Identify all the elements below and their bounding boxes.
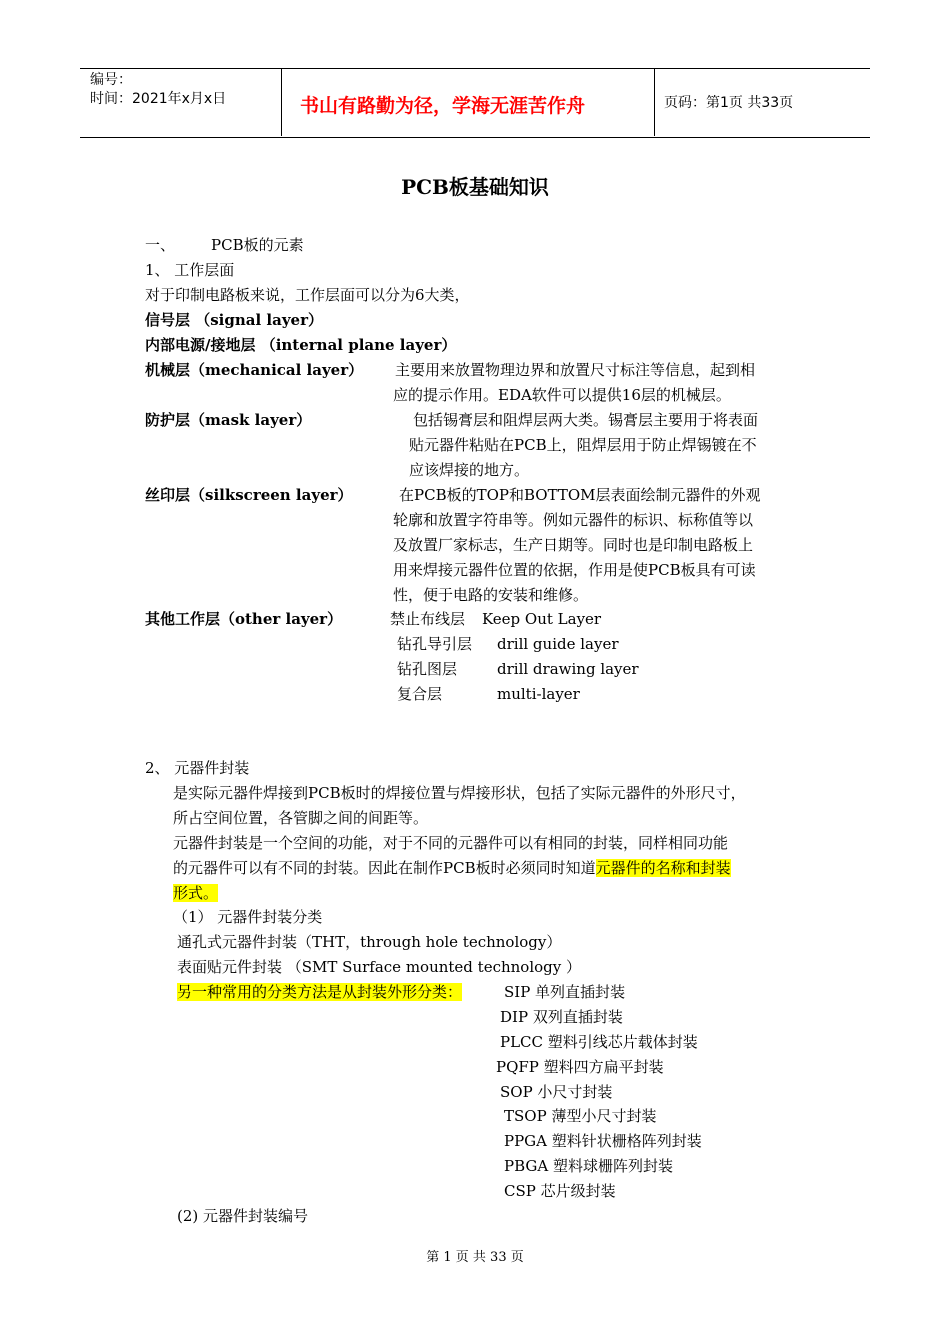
paragraph-line	[173, 881, 218, 906]
layer-name: 防护层（mask layer）	[145, 411, 312, 429]
paragraph-text: 的元器件可以有不同的封装。因此在制作PCB板时必须同时知道	[173, 859, 596, 877]
highlighted-text: 元器件的名称和封装	[595, 859, 731, 877]
header-motto: 书山有路勤为径，学海无涯苦作舟	[300, 95, 586, 117]
layer-name: 其他工作层（other layer）	[145, 610, 343, 628]
paragraph-line: 是实际元器件焊接到PCB板时的焊接位置与焊接形状，包括了实际元器件的外形尺寸，	[173, 784, 746, 802]
header-time-label: 时间：2021年x月x日	[90, 91, 227, 107]
page-footer: 第 1 页 共 33 页	[426, 1250, 524, 1265]
section1-heading-num: 一、	[145, 236, 176, 254]
section2-heading: 2、 元器件封装	[145, 759, 250, 777]
package-item: PBGA 塑料球栅阵列封装	[504, 1157, 673, 1175]
paragraph-line: 元器件封装是一个空间的功能，对于不同的元器件可以有相同的封装，同样相同功能	[173, 834, 729, 852]
layer-name: 内部电源/接地层 （internal plane layer）	[145, 336, 457, 354]
package-item: TSOP 薄型小尺寸封装	[504, 1107, 657, 1125]
package-item: PLCC 塑料引线芯片载体封装	[500, 1033, 698, 1051]
package-item: CSP 芯片级封装	[504, 1182, 616, 1200]
section1-intro: 对于印制电路板来说，工作层面可以分为6大类，	[145, 286, 470, 304]
package-type-smt: 表面贴元件封装 （SMT Surface mounted technology ）	[177, 958, 582, 976]
package-item: SOP 小尺寸封装	[500, 1083, 613, 1101]
highlighted-text: 另一种常用的分类方法是从封装外形分类：	[177, 983, 463, 1001]
package-item: SIP 单列直插封装	[504, 983, 626, 1001]
layer-desc: 用来焊接元器件位置的依据，作用是使PCB板具有可读	[393, 561, 756, 579]
layer-name: 机械层（mechanical layer）	[145, 361, 364, 379]
section1-sub1: 1、 工作层面	[145, 261, 235, 279]
layer-desc: 在PCB板的TOP和BOTTOM层表面绘制元器件的外观	[399, 486, 761, 504]
other-layer-cn: 钻孔导引层	[397, 635, 473, 653]
layer-name: 信号层 （signal layer）	[145, 311, 323, 329]
layer-desc: 及放置厂家标志，生产日期等。同时也是印制电路板上	[393, 536, 754, 554]
layer-name: 丝印层（silkscreen layer）	[145, 486, 353, 504]
package-item: PQFP 塑料四方扁平封装	[496, 1058, 664, 1076]
layer-desc: 主要用来放置物理边界和放置尺寸标注等信息，起到相	[395, 361, 756, 379]
header-number-label: 编号：	[90, 72, 132, 88]
section1-heading-text: PCB板的元素	[211, 236, 304, 254]
package-item: DIP 双列直插封装	[500, 1008, 623, 1026]
other-layer-en: multi-layer	[497, 685, 580, 703]
other-layer-en: drill drawing layer	[497, 660, 639, 678]
section2-sub1: （1） 元器件封装分类	[173, 908, 323, 926]
layer-desc: 应的提示作用。EDA软件可以提供16层的机械层。	[393, 386, 731, 404]
layer-desc: 轮廓和放置字符串等。例如元器件的标识、标称值等以	[393, 511, 754, 529]
page-title: PCB板基础知识	[401, 175, 549, 199]
other-layer-en: Keep Out Layer	[482, 610, 602, 628]
layer-desc: 包括锡膏层和阻焊层两大类。锡膏层主要用于将表面	[413, 411, 759, 429]
other-layer-cn: 禁止布线层	[390, 610, 466, 628]
other-layer-cn: 钻孔图层	[397, 660, 458, 678]
layer-desc: 性，便于电路的安装和维修。	[393, 586, 589, 604]
other-layer-cn: 复合层	[397, 685, 443, 703]
package-type-tht: 通孔式元器件封装（THT，through hole technology）	[177, 933, 562, 951]
section2-sub2: (2) 元器件封装编号	[177, 1207, 309, 1225]
header-page-label: 页码：第1页 共33页	[664, 95, 794, 111]
layer-desc: 应该焊接的地方。	[409, 461, 530, 479]
other-layer-en: drill guide layer	[497, 635, 619, 653]
highlighted-text: 形式。	[173, 884, 219, 902]
header-divider	[281, 68, 282, 136]
shape-classification-label	[177, 980, 462, 1005]
paragraph-line	[173, 856, 731, 881]
package-item: PPGA 塑料针状栅格阵列封装	[504, 1132, 702, 1150]
layer-desc: 贴元器件粘贴在PCB上，阻焊层用于防止焊锡镀在不	[409, 436, 757, 454]
paragraph-line: 所占空间位置，各管脚之间的间距等。	[173, 809, 429, 827]
header-divider	[654, 68, 655, 136]
